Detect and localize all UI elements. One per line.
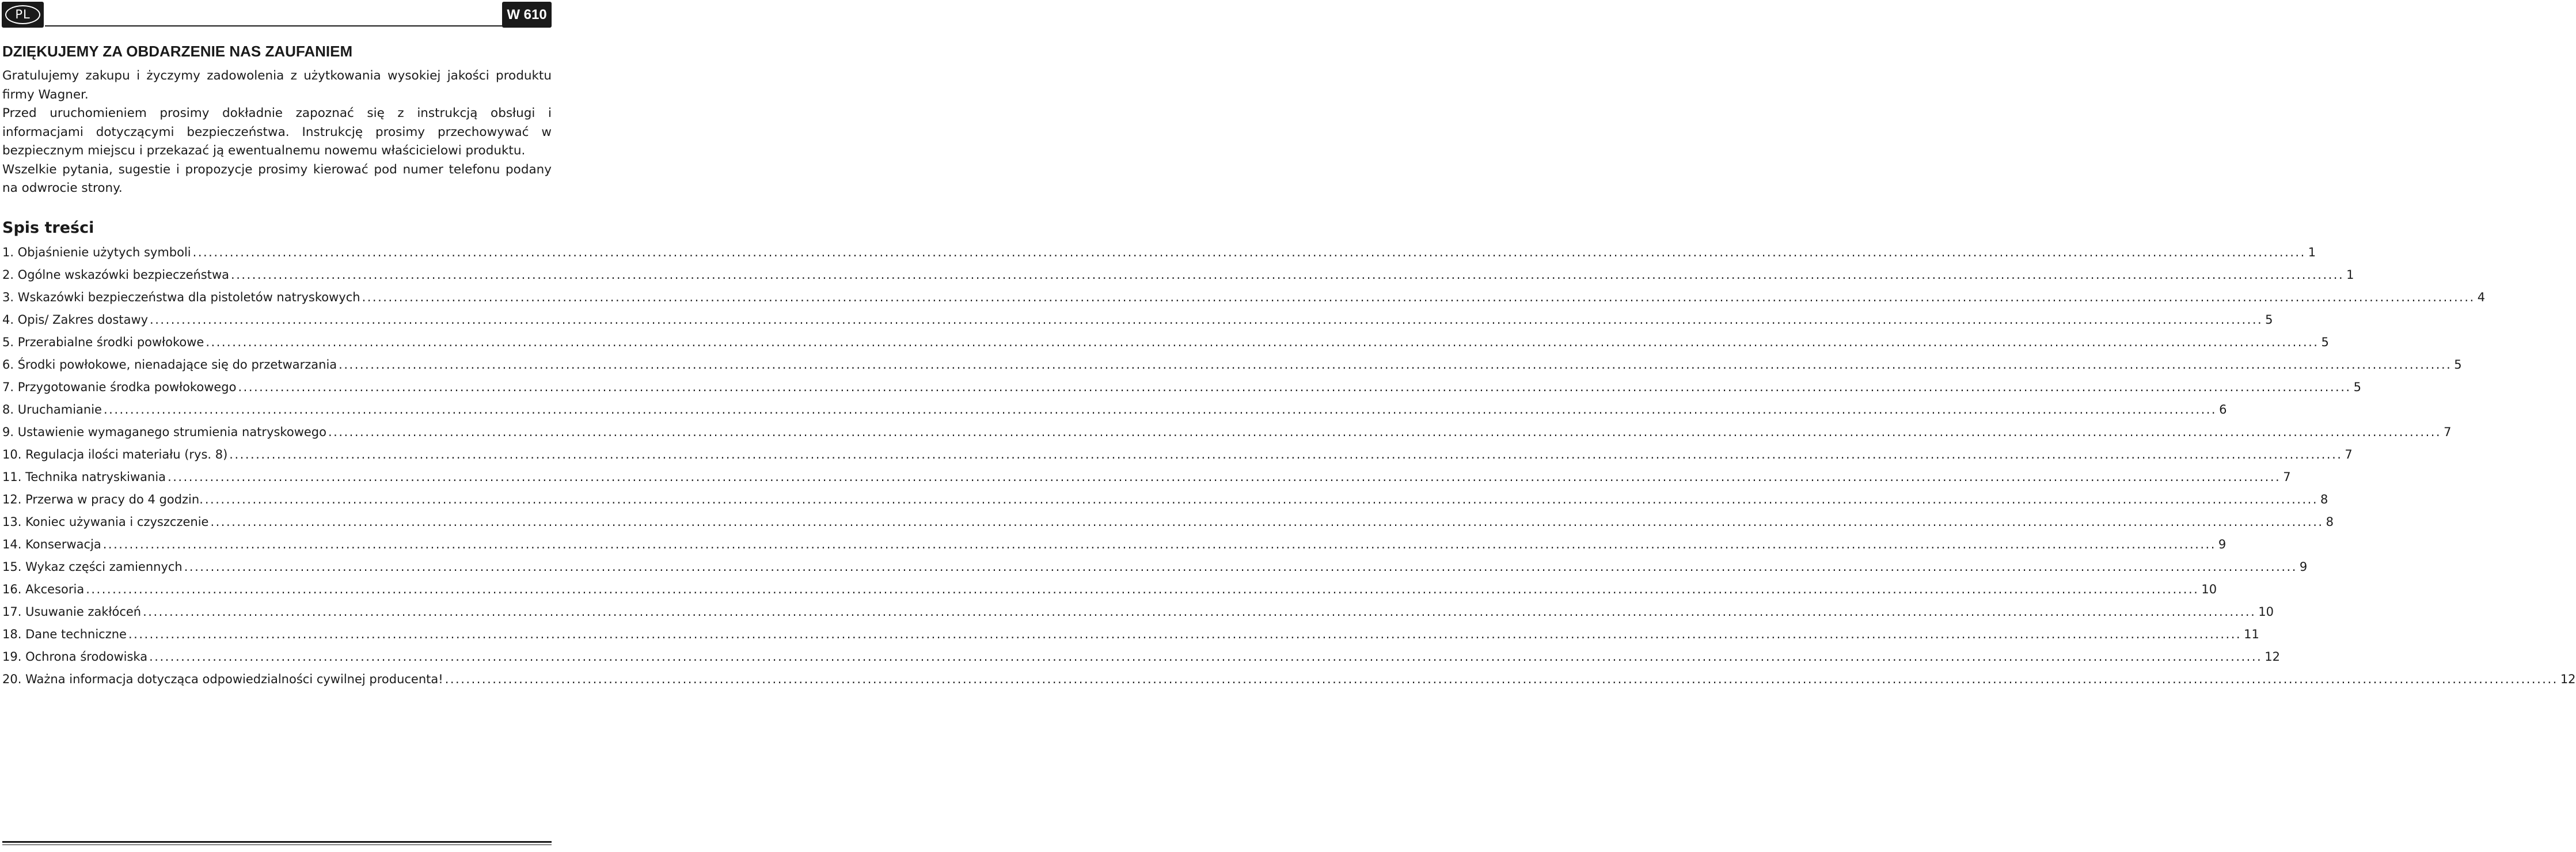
toc-item-title: 15. Wykaz części zamiennych bbox=[2, 560, 183, 574]
footer-rule-thick bbox=[2, 841, 552, 843]
toc-item-page: 8 bbox=[2320, 493, 2328, 506]
toc-item-title: 8. Uruchamianie bbox=[2, 403, 102, 416]
toc-heading: Spis treści bbox=[2, 219, 94, 237]
toc-item-page: 5 bbox=[2353, 380, 2361, 394]
toc-item-title: 12. Przerwa w pracy do 4 godzin. bbox=[2, 493, 203, 506]
toc-leader-dots: ................................................................................................................................................................................................................................................................................................................................................................................................................ bbox=[143, 605, 2256, 619]
toc-leader-dots: ................................................................................................................................................................................................................................................................................................................................................................................................................ bbox=[128, 627, 2242, 641]
toc-item-title: 5. Przerabialne środki powłokowe bbox=[2, 335, 204, 349]
toc-item-page: 5 bbox=[2321, 335, 2329, 349]
toc-item bbox=[2, 557, 2308, 580]
toc-leader-dots: ................................................................................................................................................................................................................................................................................................................................................................................................................ bbox=[192, 245, 2306, 259]
toc-item-title: 10. Regulacja ilości materiału (rys. 8) bbox=[2, 448, 228, 461]
toc-leader-dots: ................................................................................................................................................................................................................................................................................................................................................................................................................ bbox=[444, 672, 2558, 686]
toc-item-page: 10 bbox=[2258, 605, 2274, 619]
toc-item-page: 8 bbox=[2326, 515, 2334, 529]
toc-item-page: 11 bbox=[2244, 627, 2259, 641]
toc-item bbox=[2, 669, 2576, 692]
toc-leader-dots: ................................................................................................................................................................................................................................................................................................................................................................................................................ bbox=[150, 313, 2263, 327]
toc-item-title: 4. Opis/ Zakres dostawy bbox=[2, 313, 149, 327]
toc-item-page: 9 bbox=[2218, 537, 2227, 551]
toc-item-page: 12 bbox=[2265, 650, 2280, 664]
toc-item bbox=[2, 332, 2329, 355]
toc-item-page: 1 bbox=[2346, 268, 2354, 282]
toc-item-page: 12 bbox=[2560, 672, 2576, 686]
toc-item-page: 7 bbox=[2283, 470, 2291, 484]
toc-item-title: 14. Konserwacja bbox=[2, 537, 101, 551]
toc-item bbox=[2, 422, 2452, 445]
toc-item-title: 18. Dane techniczne bbox=[2, 627, 127, 641]
intro-paragraph-2: Przed uruchomieniem prosimy dokładnie zapoznać się z instrukcją obsługi i informacjami dotyczącymi bezpieczeństwa. Instrukcję prosimy przechowywać w bezpiecznym miejscu i przekazać ją ewentualnemu nowemu właścicielowi produktu. bbox=[2, 106, 552, 158]
toc-item bbox=[2, 467, 2291, 490]
toc-item-title: 7. Przygotowanie środka powłokowego bbox=[2, 380, 237, 394]
toc-item-page: 6 bbox=[2219, 403, 2227, 416]
language-code: PL bbox=[5, 5, 40, 24]
toc-item-title: 1. Objaśnienie użytych symboli bbox=[2, 245, 191, 259]
toc-item-title: 6. Środki powłokowe, nienadające się do przetwarzania bbox=[2, 358, 337, 372]
page-header bbox=[0, 0, 553, 30]
toc-leader-dots: ................................................................................................................................................................................................................................................................................................................................................................................................................ bbox=[229, 448, 2343, 461]
toc-item bbox=[2, 535, 2227, 557]
toc-item bbox=[2, 377, 2361, 400]
toc-leader-dots: ................................................................................................................................................................................................................................................................................................................................................................................................................ bbox=[362, 290, 2475, 304]
header-rule bbox=[45, 25, 506, 26]
toc-item-page: 9 bbox=[2299, 560, 2308, 574]
toc-leader-dots: ................................................................................................................................................................................................................................................................................................................................................................................................................ bbox=[238, 380, 2351, 394]
toc-item bbox=[2, 445, 2353, 467]
toc-item-page: 5 bbox=[2454, 358, 2462, 372]
intro-paragraph-1: Gratulujemy zakupu i życzymy zadowolenia z użytkowania wysokiej jakości produktu firmy Wagner. bbox=[2, 69, 552, 102]
toc-item bbox=[2, 265, 2354, 287]
model-badge: W 610 bbox=[502, 2, 552, 28]
toc-item bbox=[2, 602, 2274, 624]
toc-leader-dots: ................................................................................................................................................................................................................................................................................................................................................................................................................ bbox=[86, 582, 2199, 596]
toc-leader-dots: ................................................................................................................................................................................................................................................................................................................................................................................................................ bbox=[210, 515, 2324, 529]
toc-item-title: 3. Wskazówki bezpieczeństwa dla pistoletów natryskowych bbox=[2, 290, 360, 304]
toc-item bbox=[2, 624, 2259, 647]
toc-item-title: 16. Akcesoria bbox=[2, 582, 85, 596]
toc-leader-dots: ................................................................................................................................................................................................................................................................................................................................................................................................................ bbox=[231, 268, 2345, 282]
toc-item-title: 2. Ogólne wskazówki bezpieczeństwa bbox=[2, 268, 230, 282]
toc-item-title: 20. Ważna informacja dotycząca odpowiedzialności cywilnej producenta! bbox=[2, 672, 443, 686]
intro-paragraph-3: Wszelkie pytania, sugestie i propozycje prosimy kierować pod numer telefonu podany na odwrocie strony. bbox=[2, 162, 552, 195]
toc-item-page: 7 bbox=[2345, 448, 2353, 461]
language-badge bbox=[2, 2, 44, 28]
toc-item-title: 11. Technika natryskiwania bbox=[2, 470, 166, 484]
toc-item-page: 4 bbox=[2477, 290, 2486, 304]
toc-item bbox=[2, 490, 2328, 512]
intro-text bbox=[2, 67, 552, 198]
toc-leader-dots: ................................................................................................................................................................................................................................................................................................................................................................................................................ bbox=[102, 537, 2216, 551]
toc-item bbox=[2, 355, 2462, 377]
toc-leader-dots: ................................................................................................................................................................................................................................................................................................................................................................................................................ bbox=[206, 335, 2319, 349]
toc-item bbox=[2, 243, 2316, 265]
toc-item-title: 19. Ochrona środowiska bbox=[2, 650, 148, 664]
toc-item bbox=[2, 512, 2334, 535]
toc-leader-dots: ................................................................................................................................................................................................................................................................................................................................................................................................................ bbox=[103, 403, 2217, 416]
toc-item-page: 1 bbox=[2308, 245, 2316, 259]
toc-item-title: 17. Usuwanie zakłóceń bbox=[2, 605, 142, 619]
toc-item bbox=[2, 400, 2227, 422]
toc-item bbox=[2, 287, 2486, 310]
toc-leader-dots: ................................................................................................................................................................................................................................................................................................................................................................................................................ bbox=[328, 425, 2442, 439]
toc-leader-dots: ................................................................................................................................................................................................................................................................................................................................................................................................................ bbox=[149, 650, 2263, 664]
page-title: DZIĘKUJEMY ZA OBDARZENIE NAS ZAUFANIEM bbox=[2, 43, 353, 60]
toc-item bbox=[2, 647, 2280, 669]
toc-leader-dots: ................................................................................................................................................................................................................................................................................................................................................................................................................ bbox=[204, 493, 2318, 506]
table-of-contents bbox=[2, 243, 2576, 692]
toc-leader-dots: ................................................................................................................................................................................................................................................................................................................................................................................................................ bbox=[168, 470, 2281, 484]
toc-item-page: 10 bbox=[2201, 582, 2217, 596]
toc-item-title: 9. Ustawienie wymaganego strumienia natryskowego bbox=[2, 425, 326, 439]
toc-leader-dots: ................................................................................................................................................................................................................................................................................................................................................................................................................ bbox=[339, 358, 2452, 372]
toc-leader-dots: ................................................................................................................................................................................................................................................................................................................................................................................................................ bbox=[184, 560, 2297, 574]
toc-item bbox=[2, 580, 2217, 602]
toc-item-page: 7 bbox=[2444, 425, 2452, 439]
toc-item-title: 13. Koniec używania i czyszczenie bbox=[2, 515, 209, 529]
toc-item-page: 5 bbox=[2265, 313, 2273, 327]
toc-item bbox=[2, 310, 2273, 332]
